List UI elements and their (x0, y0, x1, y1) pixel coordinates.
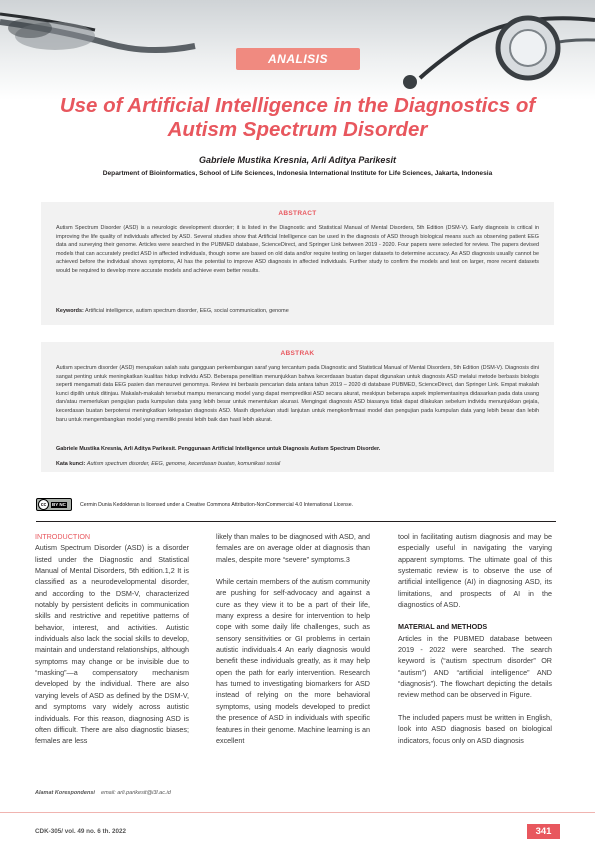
article-title: Use of Artificial Intelligence in the Diagnostics of Autism Spectrum Disorder (59, 94, 536, 141)
abstrak-keywords (56, 460, 539, 468)
paragraph: Autism Spectrum Disorder (ASD) is a disorder listed under the Diagnostic and Statistical Manual of Mental Disorders, 5th edition.1,2 It is classified as a neurodevelopmental disorder, and according to the DSM-V, characterized notably by persistent deficits in communication skills and restrictive and repetitive patterns of behavior, interest, and activities. Autistic individuals also lack the social skills to develop, maintain and understand relationships, although symptoms may change or be invisible due to “masking”—a compensatory mechanism developed by the individual. There are also varying levels of ASD as defined by the DSM-V, and symptoms vary widely across autistic individuals. For this reason, diagnosing ASD is often difficult. There are also diagnostic biases; females are less (35, 543, 189, 746)
abstract-keywords (56, 307, 539, 315)
body-column-3 (398, 531, 552, 757)
cc-license-icon[interactable] (36, 498, 72, 511)
body-column-2 (216, 531, 370, 757)
affiliation: Department of Bioinformatics, School of Life Sciences, Indonesia International Institute for Life Sciences, Jakarta, Indonesia (102, 170, 493, 177)
journal-citation: CDK-305/ vol. 49 no. 6 th. 2022 (35, 828, 126, 835)
abstract-text: Autism Spectrum Disorder (ASD) is a neurologic development disorder; it is listed in the Diagnostic and Statistical Manual of Mental Disorders, 5th Edition (DSM-V). Early diagnosis is critical in improving the life quality of individuals affected by ASD. Several studies show that Artificial Intelligence can be used in the diagnosis of ASD through biological means such as observing patient EEG data and surveying their genome. Articles were searched in the PUBMED database, ScienceDirect, and Springer Link between 2019 - 2020. Four papers were selected for review. The papers devised models that can accurately predict ASD in affected individuals, though some are based on old data and/or require testing on larger datasets to determine accuracy. As ASD diagnosis usually cannot be achieved before the individual shows symptoms, AI has the potential to improve ASD diagnosis in affected individuals. Further study to confirm the models and test on larger, more recent datasets would be required to develop more accurate models and achieve even better results. (56, 225, 539, 274)
license-text: Cermin Dunia Kedokteran is licensed under a Creative Commons Attribution-NonCommercial 4.0 International License. (80, 502, 354, 508)
paragraph: likely than males to be diagnosed with ASD, and females are on average older at diagnosis than males, despite more “severe” symptoms.3 (216, 532, 370, 564)
correspondence-email[interactable]: email: arli.parikesit@i3l.ac.id (101, 790, 171, 796)
abstrak-text: Autism spectrum disorder (ASD) merupakan salah satu gangguan perkembangan saraf yang tercantum pada Diagnostic and Statistical Manual of Mental Disorders, 5th Edition (DSM-V). Diagnosis dini sangat penting untuk meningkatkan kualitas hidup individu ASD. Beberapa penelitian menunjukkan bahwa kecerdasan buatan dapat digunakan untuk diagnosis ASD melalui metode berbasis biologis seperti mengamati data EEG pasien dan mensurvei genomnya. Review ini berbasis pencarian data antara tahun 2019 – 2020 di database PUBMED, ScienceDirect, dan Springer Link. Empat makalah kunci dipilih untuk ditinjau. Makalah-makalah tersebut mampu merancang model yang dapat memprediksi ASD secara akurat, meskipun beberapa aspek implementasinya didasarkan pada data usang dan/atau memerlukan pengujian pada kumpulan data yang lebih besar untuk menentukan akurasi. Mengingat diagnosis ASD biasanya tidak dapat dilakukan sebelum individu menunjukkan gejala, kecerdasan buatan berpotensi meningkatkan ketepatan diagnosis ASD. Masih diperlukan studi lanjutan untuk mengkonfirmasi model dan pengujian pada kumpulan data yang lebih besar dan lebih baru untuk mengembangkan model yang memiliki presisi lebih baik dan hasil lebih akurat. (56, 365, 539, 423)
abstract-heading: ABSTRACT (278, 210, 317, 217)
correspondence-label: Alamat Korespondensi (35, 790, 95, 796)
license (36, 498, 556, 512)
abstrak-citation: Gabriele Mustika Kresnia, Arli Aditya Parikesit. Penggunaan Artificial Intelligence untuk Diagnosis Autism Spectrum Disorder. (56, 446, 381, 452)
paragraph: Articles in the PUBMED database between 2019 - 2022 were searched. The search keyword is (“autism spectrum disorder” OR “autism”) AND “artificial intelligence” AND “diagnosis”). The flowchart depicting the details review method can be observed in Figure. (398, 633, 552, 700)
abstrak-box (41, 342, 554, 472)
divider (36, 521, 556, 522)
keywords-label: Keywords: (56, 308, 84, 314)
abstrak-heading: ABSTRAK (280, 350, 315, 357)
kata-kunci-text: Autism spectrum disorder, EEG, genome, kecerdasan buatan, komunikasi sosial (86, 461, 281, 467)
cc-badge-label: BY NC (52, 501, 66, 507)
methods-heading: MATERIAL and METHODS (398, 622, 488, 632)
keywords-text: Artificial intelligence, autism spectrum disorder, EEG, social communication, genome (85, 308, 289, 314)
paragraph: The included papers must be written in English, look into ASD diagnosis based on biological indicators, focus only on ASD diagnosis (398, 712, 552, 745)
body-column-1 (35, 531, 189, 758)
introduction-heading: INTRODUCTION (35, 532, 91, 541)
correspondence (35, 790, 335, 796)
cc-icon: cc (38, 499, 49, 510)
paragraph: While certain members of the autism community are pushing for self-advocacy and against a cure as they view it to be a part of their life, many express a desire for intervention to help cope with some daily life challenges, such as sensory sensitivities or GI problems in certain autistic individuals.4 An early diagnosis would benefit these individuals greatly, as it may help open the path for early intervention. Research has turned to investigating biomarkers for ASD instead of relying on the more behavioral symptoms, using models developed to predict the presence of ASD in individuals with specific features in their genome. Machine learning is an excellent (216, 577, 370, 745)
abstract-box (41, 202, 554, 325)
footer-divider (0, 812, 595, 813)
authors: Gabriele Mustika Kresnia, Arli Aditya Parikesit (199, 155, 396, 165)
paragraph: tool in facilitating autism diagnosis and may be especially useful in navigating the varying apparent symptoms. The ultimate goal of this systematic review is to observe the use of artificial intelligence (AI) in diagnosing ASD, its limitations, and prospects of AI in the diagnostics of ASD. (398, 532, 552, 610)
kata-kunci-label: Kata kunci: (56, 461, 86, 467)
section-label: ANALISIS (236, 48, 360, 70)
page-number: 341 (527, 824, 560, 839)
